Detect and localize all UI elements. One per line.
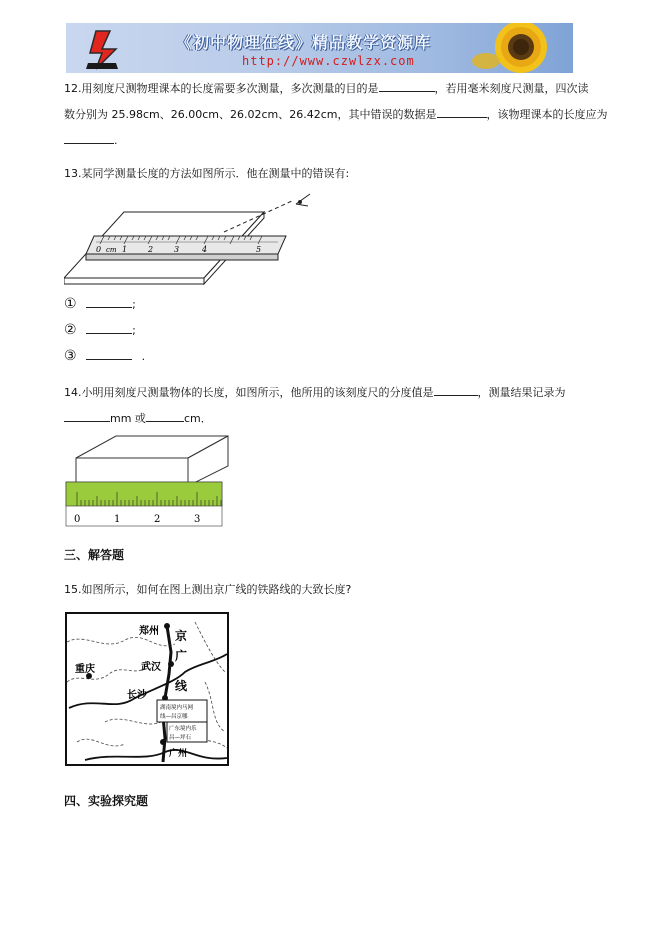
label-chongqing: 重庆 — [75, 664, 95, 675]
q13-item-2-mark: ② — [64, 322, 77, 338]
q14-figure — [64, 432, 234, 528]
ruler-edge — [86, 254, 278, 260]
ruler14-label-0: 0 — [74, 514, 81, 525]
q12-blank-1[interactable] — [379, 80, 435, 92]
ruler-label-2: 2 — [148, 245, 154, 254]
q12-text-1b: ，若用毫米刻度尺测量，四次读 — [434, 82, 589, 95]
ruler14-label-1: 1 — [114, 514, 121, 525]
box-guangdong-line2: 昌—坪石 — [169, 735, 192, 741]
ruler-label-5: 5 — [256, 245, 262, 254]
label-jing: 京 — [175, 629, 188, 643]
label-guang: 广 — [175, 649, 188, 663]
q13-item-1-mark: ① — [64, 296, 77, 312]
label-zhengzhou: 郑州 — [139, 626, 159, 637]
q12-line3 — [64, 132, 118, 149]
ruler14-label-3: 3 — [194, 514, 201, 525]
q15-map — [65, 612, 229, 766]
q13-item-3-mark: ③ — [64, 348, 77, 364]
label-xian: 线 — [175, 679, 188, 693]
q13-blank-2[interactable] — [86, 322, 132, 334]
q13-figure — [64, 188, 324, 288]
sunflower-icon — [495, 23, 547, 73]
ruler-label-0: 0 — [96, 245, 102, 254]
label-wuhan: 武汉 — [141, 662, 161, 673]
q13-item-1 — [64, 296, 136, 313]
q13-blank-3[interactable] — [86, 348, 132, 360]
q12-line1 — [64, 80, 589, 97]
box-hunan-line1: 湖南境内马网 — [160, 705, 194, 711]
box-guangdong-line1: 广东境内乐 — [169, 726, 197, 732]
ruler-label-cm: cm — [106, 246, 117, 254]
q14-line2 — [64, 410, 212, 427]
q15-stem: 15.如图所示，如何在图上测出京广线的铁路线的大致长度? — [64, 583, 352, 596]
q13-blank-1[interactable] — [86, 296, 132, 308]
logo-icon — [86, 31, 118, 69]
ruler-color-band — [66, 482, 222, 506]
box-hunan-line2: 线—昌京哪 — [160, 714, 188, 720]
q12-text-3: . — [114, 134, 118, 147]
q14-text-1b: ，测量结果记录为 — [477, 386, 566, 399]
banner-title: 《初中物理在线》精品教学资源库 — [176, 33, 432, 52]
q14-blank-2[interactable] — [64, 410, 110, 422]
ruler-label-1: 1 — [122, 245, 128, 254]
label-guangzhou: 广州 — [169, 749, 188, 759]
section-3-heading: 三、解答题 — [64, 548, 125, 562]
banner-url[interactable]: http://www.czwlzx.com — [242, 54, 415, 68]
block-front — [64, 278, 204, 284]
q14-line1 — [64, 384, 566, 401]
label-changsha: 长沙 — [127, 690, 147, 701]
q14-blank-1[interactable] — [434, 384, 478, 396]
q13-stem: 13.某同学测量长度的方法如图所示．他在测量中的错误有: — [64, 167, 350, 180]
section-4-heading: 四、实验探究题 — [64, 794, 149, 808]
q12-text-2a: 数分别为 25.98cm、26.00cm、26.02cm、26.42cm，其中错误的数据是 — [64, 108, 437, 121]
q13-item-3-end: . — [141, 350, 146, 363]
q13-item-2 — [64, 322, 136, 339]
q13-item-3 — [64, 348, 145, 365]
q12-text-2b: ，该物理课本的长度应为 — [486, 108, 608, 121]
ruler-label-4: 4 — [202, 245, 208, 254]
q14-text-1a: 14.小明用刻度尺测量物体的长度，如图所示，他所用的该刻度尺的分度值是 — [64, 386, 434, 399]
eye-icon — [296, 194, 310, 206]
q14-unit-cm: cm． — [183, 412, 212, 425]
q12-blank-2[interactable] — [437, 106, 487, 118]
ruler-label-3: 3 — [174, 245, 180, 254]
q13-item-2-end: ; — [132, 324, 136, 337]
q14-unit-mm: mm 或 — [110, 412, 146, 425]
q12-line2 — [64, 106, 608, 123]
q13-item-1-end: ; — [132, 298, 136, 311]
ruler14-label-2: 2 — [154, 514, 161, 525]
q12-blank-3[interactable] — [64, 132, 114, 144]
q14-blank-3[interactable] — [146, 410, 184, 422]
header-banner — [66, 23, 573, 73]
q12-text-1a: 12.用刻度尺测物理课本的长度需要多次测量，多次测量的目的是 — [64, 82, 379, 95]
